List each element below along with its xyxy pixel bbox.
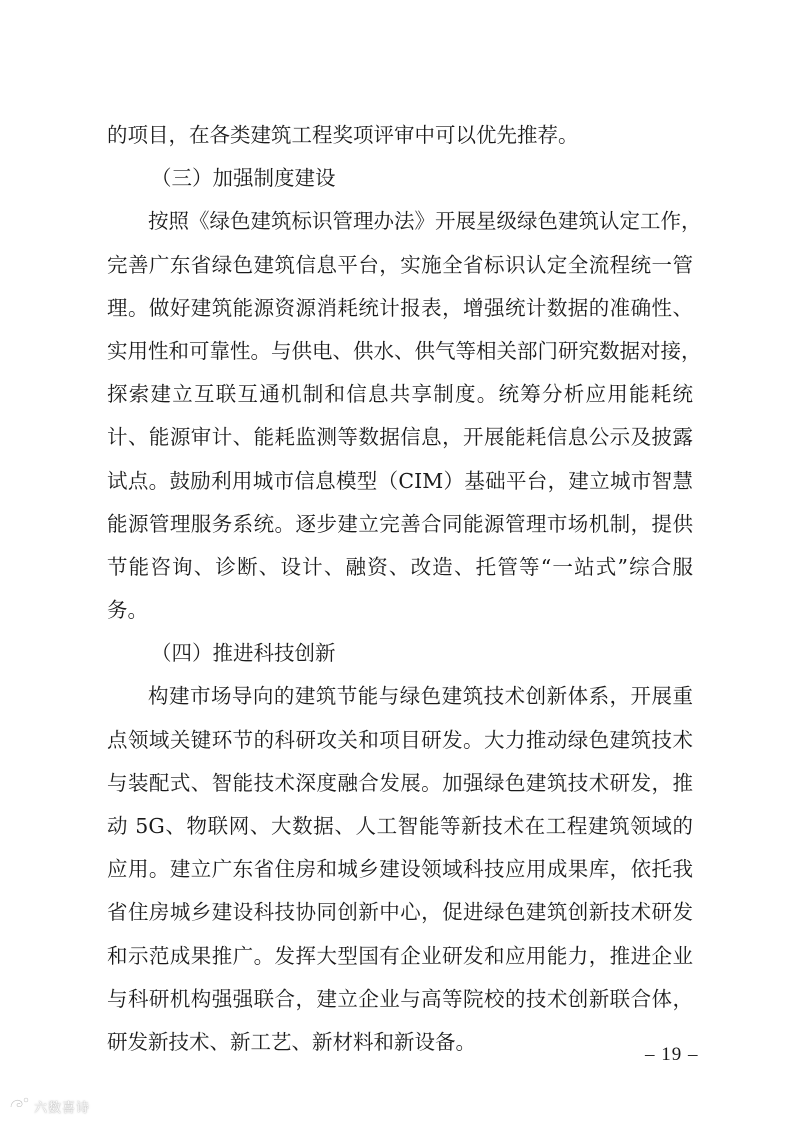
paragraph-line: 研发新技术、新工艺、新材料和新设备。 <box>107 1029 476 1054</box>
paragraph-line: 点领域关键环节的科研攻关和项目研发。大力推动绿色建筑技术 <box>107 727 693 752</box>
body-text <box>107 114 702 1064</box>
paragraph-line: 与科研机构强强联合，建立企业与高等院校的技术创新联合体， <box>107 986 693 1011</box>
paragraph-line: 的项目，在各类建筑工程奖项评审中可以优先推荐。 <box>107 123 579 147</box>
paragraph-line: 省住房城乡建设科技协同创新中心，促进绿色建筑创新技术研发 <box>107 900 693 925</box>
paragraph-line: 理。做好建筑能源资源消耗统计报表，增强统计数据的准确性、 <box>107 295 693 320</box>
paragraph-line: 和示范成果推广。发挥大型国有企业研发和应用能力，推进企业 <box>107 943 693 968</box>
swirl-logo-icon <box>8 1095 30 1117</box>
page-number: – 19 – <box>645 1044 699 1065</box>
paragraph-line: 计、能源审计、能耗监测等数据信息，开展能耗信息公示及披露 <box>107 425 693 450</box>
paragraph-line: 节能咨询、诊断、设计、融资、改造、托管等“一站式”综合服 <box>107 554 693 579</box>
section-heading-3: （三）加强制度建设 <box>151 166 336 191</box>
paragraph-line: 探索建立互联互通机制和信息共享制度。统筹分析应用能耗统 <box>107 382 693 407</box>
watermark-text: 六数喜诗 <box>34 1100 91 1116</box>
paragraph-line: 动 5G、物联网、大数据、人工智能等新技术在工程建筑领域的 <box>107 814 693 838</box>
section-heading-4: （四）推进科技创新 <box>151 641 336 666</box>
paragraph-line: 务。 <box>107 598 148 623</box>
paragraph-line: 与装配式、智能技术深度融合发展。加强绿色建筑技术研发，推 <box>107 770 693 795</box>
paragraph-line: 能源管理服务系统。逐步建立完善合同能源管理市场机制，提供 <box>107 511 693 536</box>
watermark <box>8 1094 90 1118</box>
paragraph-line: 应用。建立广东省住房和城乡建设领域科技应用成果库，依托我 <box>107 857 693 882</box>
paragraph-line: 完善广东省绿色建筑信息平台，实施全省标识认定全流程统一管 <box>107 252 693 277</box>
paragraph-line: 构建市场导向的建筑节能与绿色建筑技术创新体系，开展重 <box>148 684 693 709</box>
paragraph-line: 实用性和可靠性。与供电、供水、供气等相关部门研究数据对接， <box>107 338 702 363</box>
paragraph-line: 按照《绿色建筑标识管理办法》开展星级绿色建筑认定工作， <box>148 209 702 234</box>
paragraph-line: 试点。鼓励利用城市信息模型（CIM）基础平台，建立城市智慧 <box>107 468 693 493</box>
